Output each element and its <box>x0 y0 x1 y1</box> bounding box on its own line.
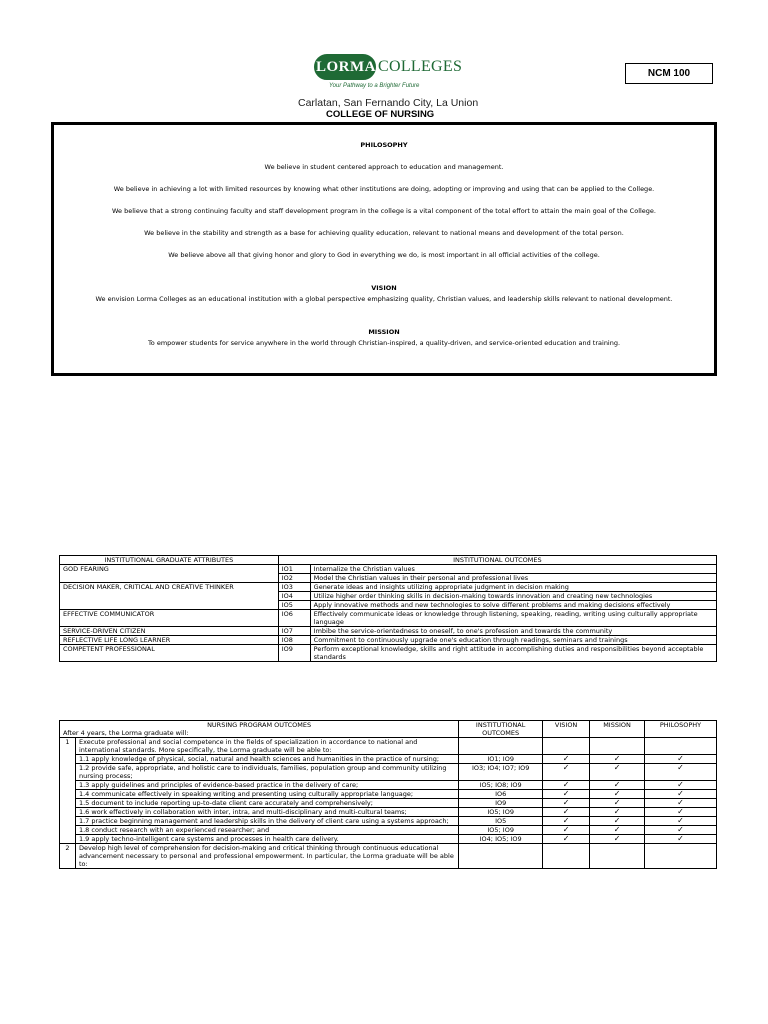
column-header: INSTITUTIONAL OUTCOMES <box>278 556 716 565</box>
program-header-cell <box>60 721 459 738</box>
outcomes-cell: IO5; IO8; IO9 <box>459 781 543 790</box>
check-mark: ✓ <box>645 781 717 790</box>
attribute-cell: REFLECTIVE LIFE LONG LEARNER <box>60 636 279 645</box>
check-mark: ✓ <box>590 835 645 844</box>
table-row <box>60 835 717 844</box>
philosophy-line: We believe above all that giving honor and glory to God in everything we do, is most important in all official activities of the college. <box>168 251 600 259</box>
check-mark: ✓ <box>543 799 590 808</box>
sub-item-text: 1.2 provide safe, appropriate, and holistic care to individuals, families, population group and community utilizing nursing process; <box>75 764 458 781</box>
lorma-logo <box>314 54 463 82</box>
outcome-code: IO5 <box>278 601 310 610</box>
check-mark: ✓ <box>645 817 717 826</box>
program-intro: After 4 years, the Lorma graduate will: <box>63 729 189 737</box>
outcomes-cell: IO4; IO5; IO9 <box>459 835 543 844</box>
outcome-text: Model the Christian values in their personal and professional lives <box>310 574 716 583</box>
mission-title: MISSION <box>368 328 400 336</box>
attribute-cell: EFFECTIVE COMMUNICATOR <box>60 610 279 627</box>
outcomes-cell: IO5; IO9 <box>459 826 543 835</box>
attribute-cell: DECISION MAKER, CRITICAL AND CREATIVE THINKER <box>60 583 279 610</box>
logo-text: LORMA <box>316 59 376 75</box>
check-mark: ✓ <box>590 790 645 799</box>
vision-text: We envision Lorma Colleges as an educational institution with a global perspective emphasizing quality, Christian values, and leadership skills relevant to national development. <box>95 295 673 303</box>
check-mark: ✓ <box>543 826 590 835</box>
check-mark: ✓ <box>645 755 717 764</box>
check-mark: ✓ <box>543 790 590 799</box>
course-code: NCM 100 <box>625 63 713 84</box>
table-row <box>60 738 717 755</box>
outcomes-cell: IO6 <box>459 790 543 799</box>
address: Carlatan, San Fernando City, La Union <box>298 97 479 109</box>
check-mark: ✓ <box>590 781 645 790</box>
outcome-code: IO9 <box>278 645 310 662</box>
check-mark: ✓ <box>590 817 645 826</box>
outcome-text: Perform exceptional knowledge, skills and right attitude in accomplishing duties and responsibilities beyond acceptable standards <box>310 645 716 662</box>
check-mark: ✓ <box>590 826 645 835</box>
outcome-code: IO6 <box>278 610 310 627</box>
outcome-code: IO3 <box>278 583 310 592</box>
outcome-text: Generate ideas and insights utilizing appropriate judgment in decision making <box>310 583 716 592</box>
table-row <box>60 565 717 574</box>
attributes-table <box>59 555 717 662</box>
check-mark: ✓ <box>590 755 645 764</box>
check-mark: ✓ <box>645 799 717 808</box>
logo-suffix: COLLEGES <box>378 58 463 75</box>
attribute-cell: GOD FEARING <box>60 565 279 583</box>
outcome-code: IO4 <box>278 592 310 601</box>
philosophy-title: PHILOSOPHY <box>360 141 408 149</box>
item-number: 2 <box>60 844 76 869</box>
check-mark: ✓ <box>543 781 590 790</box>
sub-item-text: 1.4 communicate effectively in speaking writing and presenting using culturally appropriate language; <box>75 790 458 799</box>
outcomes-cell: IO1; IO9 <box>459 755 543 764</box>
program-outcomes-table <box>59 720 717 869</box>
outcome-code: IO8 <box>278 636 310 645</box>
program-title: NURSING PROGRAM OUTCOMES <box>207 721 312 729</box>
outcome-text: Effectively communicate ideas or knowledge through listening, speaking, reading, writing using culturally appropriate language <box>310 610 716 627</box>
outcomes-cell: IO5 <box>459 817 543 826</box>
table-row <box>60 610 717 627</box>
table-row <box>60 764 717 781</box>
college-name: COLLEGE OF NURSING <box>326 109 435 120</box>
column-header: INSTITUTIONAL GRADUATE ATTRIBUTES <box>60 556 279 565</box>
philosophy-box <box>51 122 717 376</box>
sub-item-text: 1.7 practice beginning management and leadership skills in the delivery of client care using a systems approach; <box>75 817 458 826</box>
sub-item-text: 1.6 work effectively in collaboration with inter, intra, and multi-disciplinary and multi-cultural teams; <box>75 808 458 817</box>
check-mark: ✓ <box>645 826 717 835</box>
logo-badge <box>314 54 376 80</box>
philosophy-line: We believe in student centered approach to education and management. <box>264 163 504 171</box>
tagline: Your Pathway to a Brighter Future <box>329 83 420 89</box>
table-row <box>60 636 717 645</box>
check-mark: ✓ <box>645 790 717 799</box>
check-mark: ✓ <box>543 835 590 844</box>
sub-item-text: 1.3 apply guidelines and principles of evidence-based practice in the delivery of care; <box>75 781 458 790</box>
check-mark: ✓ <box>543 808 590 817</box>
philosophy-line: We believe in the stability and strength as a base for achieving quality education, relevant to national means and development of the total person. <box>144 229 624 237</box>
philosophy-line: We believe in achieving a lot with limited resources by knowing what other institutions are doing, adopting or improving and using that can be applied to the College. <box>113 185 655 193</box>
sub-item-text: 1.5 document to include reporting up-to-date client care accurately and comprehensively; <box>75 799 458 808</box>
column-header: PHILOSOPHY <box>645 721 717 738</box>
outcome-text: Apply innovative methods and new technologies to solve different problems and making decisions effectively <box>310 601 716 610</box>
item-text: Develop high level of comprehension for decision-making and critical thinking through continuous educational advancement necessary to personal and professional empowerment. In particular, the Lorma graduate will be able to: <box>75 844 458 869</box>
attribute-cell: COMPETENT PROFESSIONAL <box>60 645 279 662</box>
check-mark: ✓ <box>590 808 645 817</box>
table-row <box>60 645 717 662</box>
sub-item-text: 1.8 conduct research with an experienced researcher; and <box>75 826 458 835</box>
outcome-text: Internalize the Christian values <box>310 565 716 574</box>
outcome-text: Utilize higher order thinking skills in decision-making towards innovation and creating new technologies <box>310 592 716 601</box>
check-mark: ✓ <box>645 764 717 781</box>
table-header-row <box>60 556 717 565</box>
item-number: 1 <box>60 738 76 844</box>
mission-text: To empower students for service anywhere in the world through Christian-inspired, a quality-driven, and service-oriented education and training. <box>147 339 621 347</box>
column-header: MISSION <box>590 721 645 738</box>
check-mark: ✓ <box>590 799 645 808</box>
vision-title: VISION <box>371 284 397 292</box>
outcome-code: IO7 <box>278 627 310 636</box>
sub-item-text: 1.1 apply knowledge of physical, social, natural and health sciences and humanities in the practice of nursing; <box>75 755 458 764</box>
attribute-cell: SERVICE-DRIVEN CITIZEN <box>60 627 279 636</box>
column-header: VISION <box>543 721 590 738</box>
outcomes-cell: IO9 <box>459 799 543 808</box>
item-text: Execute professional and social competence in the fields of specialization in accordance to national and international standards. More specifically, the Lorma graduate will be able to: <box>75 738 458 755</box>
check-mark: ✓ <box>543 817 590 826</box>
table-header-row <box>60 721 717 738</box>
outcome-text: Commitment to continuously upgrade one's education through readings, seminars and trainings <box>310 636 716 645</box>
outcome-code: IO1 <box>278 565 310 574</box>
column-header: INSTITUTIONAL OUTCOMES <box>459 721 543 738</box>
philosophy-line: We believe that a strong continuing faculty and staff development program in the college is a vital component of the total effort to attain the main goal of the College. <box>112 207 656 215</box>
check-mark: ✓ <box>543 755 590 764</box>
outcome-text: Imbibe the service-orientedness to oneself, to one's profession and towards the community <box>310 627 716 636</box>
outcomes-cell: IO5; IO9 <box>459 808 543 817</box>
table-row <box>60 583 717 592</box>
outcomes-cell: IO3; IO4; IO7; IO9 <box>459 764 543 781</box>
sub-item-text: 1.9 apply techno-intelligent care systems and processes in health care delivery. <box>75 835 458 844</box>
check-mark: ✓ <box>645 835 717 844</box>
outcome-code: IO2 <box>278 574 310 583</box>
check-mark: ✓ <box>645 808 717 817</box>
table-row <box>60 844 717 869</box>
check-mark: ✓ <box>590 764 645 781</box>
table-row <box>60 627 717 636</box>
check-mark: ✓ <box>543 764 590 781</box>
